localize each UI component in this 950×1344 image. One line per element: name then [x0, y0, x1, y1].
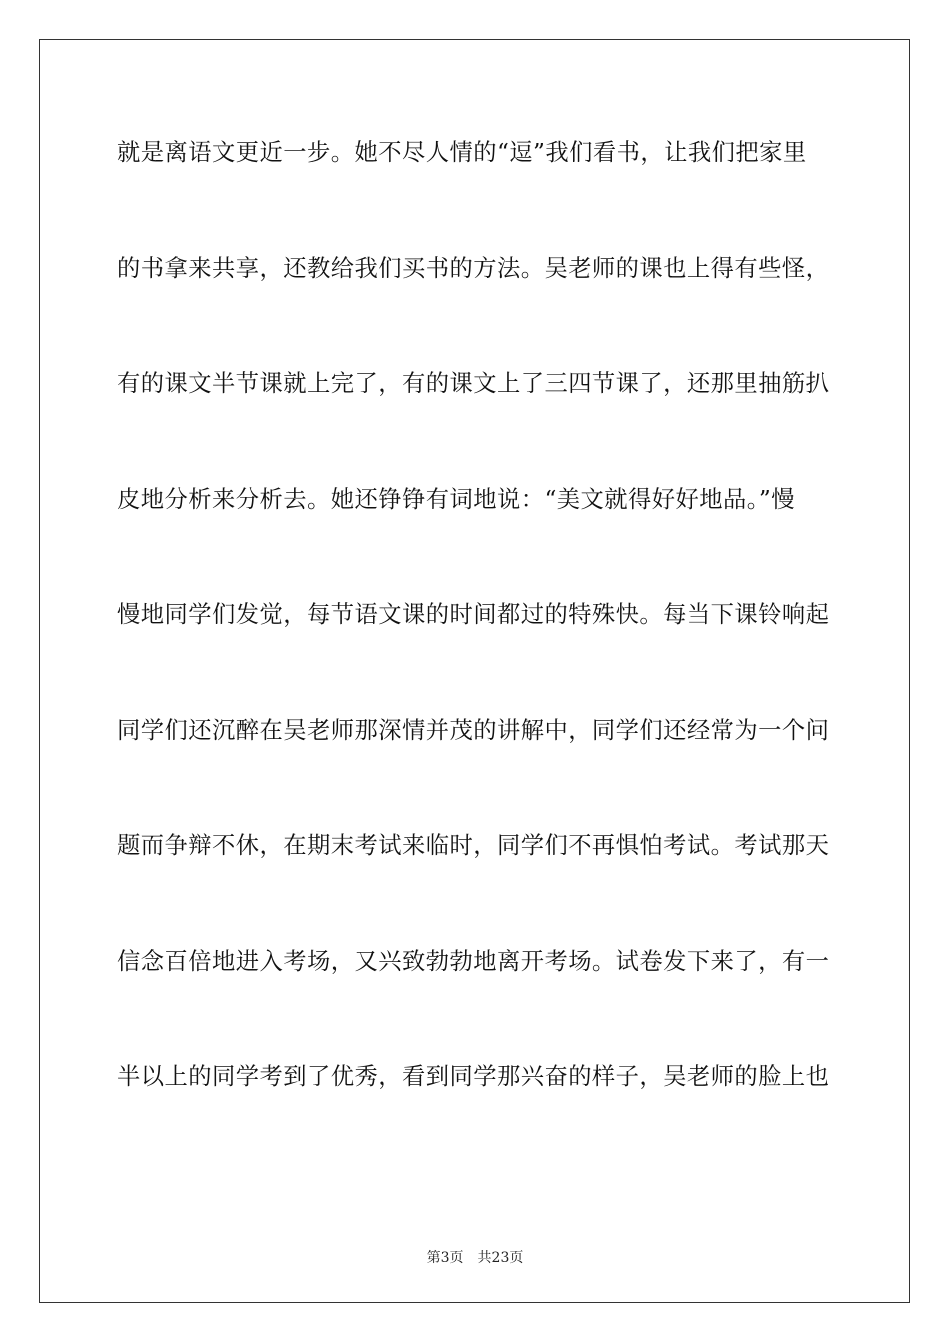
text-line: 的书拿来共享，还教给我们买书的方法。吴老师的课也上得有些怪，: [117, 254, 830, 282]
text-line: 就是离语文更近一步。她不尽人情的“逗”我们看书，让我们把家里: [117, 139, 807, 166]
document-body: [117, 132, 833, 1172]
text-line: 题而争辩不休，在期末考试来临时，同学们不再惧怕考试。考试那天: [117, 832, 830, 859]
page-number: 第3页: [426, 1250, 464, 1266]
text-line: 信念百倍地进入考场，又兴致勃勃地离开考场。试卷发下来了，有一: [117, 947, 830, 975]
page-footer: [0, 1247, 950, 1267]
text-line: 同学们还沉醉在吴老师那深情并茂的讲解中，同学们还经常为一个问: [117, 716, 830, 744]
text-line: 半以上的同学考到了优秀，看到同学那兴奋的样子，吴老师的脸上也: [117, 1063, 830, 1090]
text-line: 皮地分析来分析去。她还铮铮有词地说：“美文就得好好地品。”慢: [117, 485, 795, 513]
text-line: 慢地同学们发觉，每节语文课的时间都过的特殊快。每当下课铃响起: [117, 601, 830, 628]
text-line: 有的课文半节课就上完了，有的课文上了三四节课了，还那里抽筋扒: [117, 370, 830, 397]
page-total: 共23页: [477, 1250, 524, 1266]
